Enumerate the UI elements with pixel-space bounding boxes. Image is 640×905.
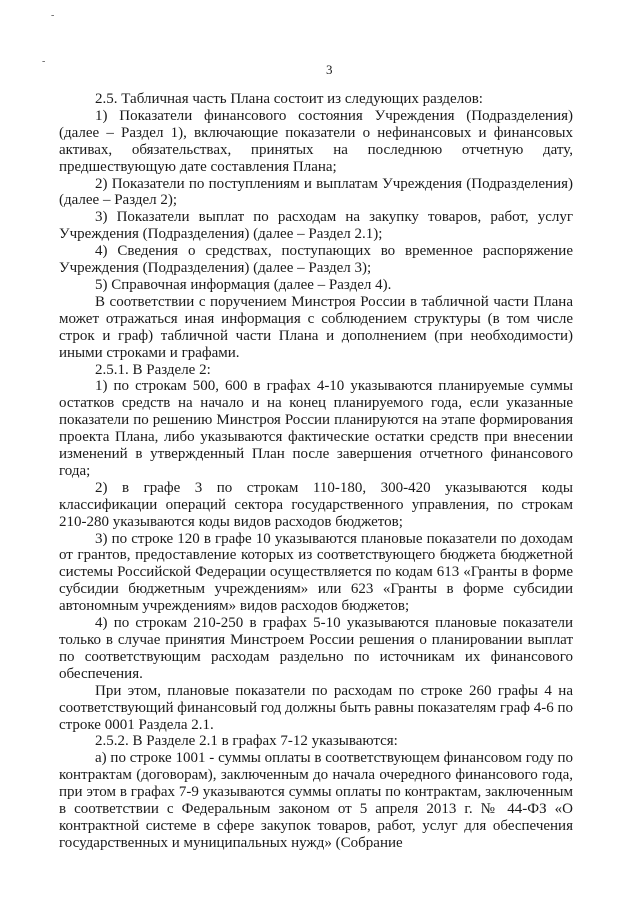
- scan-mark: -: [51, 10, 55, 21]
- section-heading: 2.5.1. В Разделе 2:: [95, 361, 211, 378]
- paragraph: 3) по строке 120 в графе 10 указываются плановые показатели по доходам от грантов, предоставление которых из соответствующего бюджета бюджетной системы Российской Федерации осуществляется по кодам 613 «Гранты в форме субсидии бюджетным учреждениям» или 623 «Гранты в форме субсидии автономным учреждениям» видов расходов бюджетов;: [59, 530, 573, 615]
- paragraph: 4) Сведения о средствах, поступающих во временное распоряжение Учреждения (Подразделения) (далее – Раздел 3);: [59, 243, 573, 277]
- paragraph: 5) Справочная информация (далее – Раздел 4).: [95, 276, 392, 293]
- page-number: 3: [326, 62, 333, 77]
- paragraph: 2) в графе 3 по строкам 110-180, 300-420 указываются коды классификации операций сектора государственного управления, по строкам 210-280 указываются коды видов расходов бюджетов;: [59, 479, 573, 530]
- paragraph: В соответствии с поручением Минстроя России в табличной части Плана может отражаться иная информация с соблюдением структуры (в том числе строк и граф) табличной части Плана и дополнением (при необходимости) иными строками и графами.: [59, 293, 573, 361]
- section-heading: 2.5.2. В Разделе 2.1 в графах 7-12 указываются:: [95, 733, 398, 750]
- paragraph: При этом, плановые показатели по расходам по строке 260 графы 4 на соответствующий финансовый год должны быть равны показателям граф 4-6 по строке 0001 Раздела 2.1.: [59, 682, 573, 733]
- paragraph: а) по строке 1001 - суммы оплаты в соответствующем финансовом году по контрактам (договорам), заключенным до начала очередного финансового года, при этом в графах 7-9 указываются суммы оплаты по контрактам, заключенным в соответствии с Федеральным законом от 5 апреля 2013 г. № 44-ФЗ «О контрактной системе в сфере закупок товаров, работ, услуг для обеспечения государственных и муниципальных нужд» (Собрание: [59, 750, 573, 851]
- document-body: [59, 91, 573, 852]
- scan-mark: -: [42, 56, 46, 67]
- paragraph: 1) по строкам 500, 600 в графах 4-10 указываются планируемые суммы остатков средств на начало и на конец планируемого года, если указанные показатели по решению Минстроя России планируются на этапе формирования проекта Плана, либо указываются фактические остатки средств при внесении изменений в утвержденный План после завершения отчетного финансового года;: [59, 378, 573, 479]
- paragraph: 4) по строкам 210-250 в графах 5-10 указываются плановые показатели только в случае принятия Минстроем России решения о планировании выплат по соответствующим расходам раздельно по источникам их финансового обеспечения.: [59, 615, 573, 682]
- paragraph: 2.5. Табличная часть Плана состоит из следующих разделов:: [95, 91, 483, 107]
- paragraph: 2) Показатели по поступлениям и выплатам Учреждения (Подразделения) (далее – Раздел 2);: [59, 175, 573, 209]
- paragraph: 1) Показатели финансового состояния Учреждения (Подразделения) (далее – Раздел 1), включающие показатели о нефинансовых и финансовых активах, обязательствах, принятых на последнюю отчетную дату, предшествующую дате составления Плана;: [59, 107, 573, 175]
- paragraph: 3) Показатели выплат по расходам на закупку товаров, работ, услуг Учреждения (Подразделения) (далее – Раздел 2.1);: [59, 209, 573, 243]
